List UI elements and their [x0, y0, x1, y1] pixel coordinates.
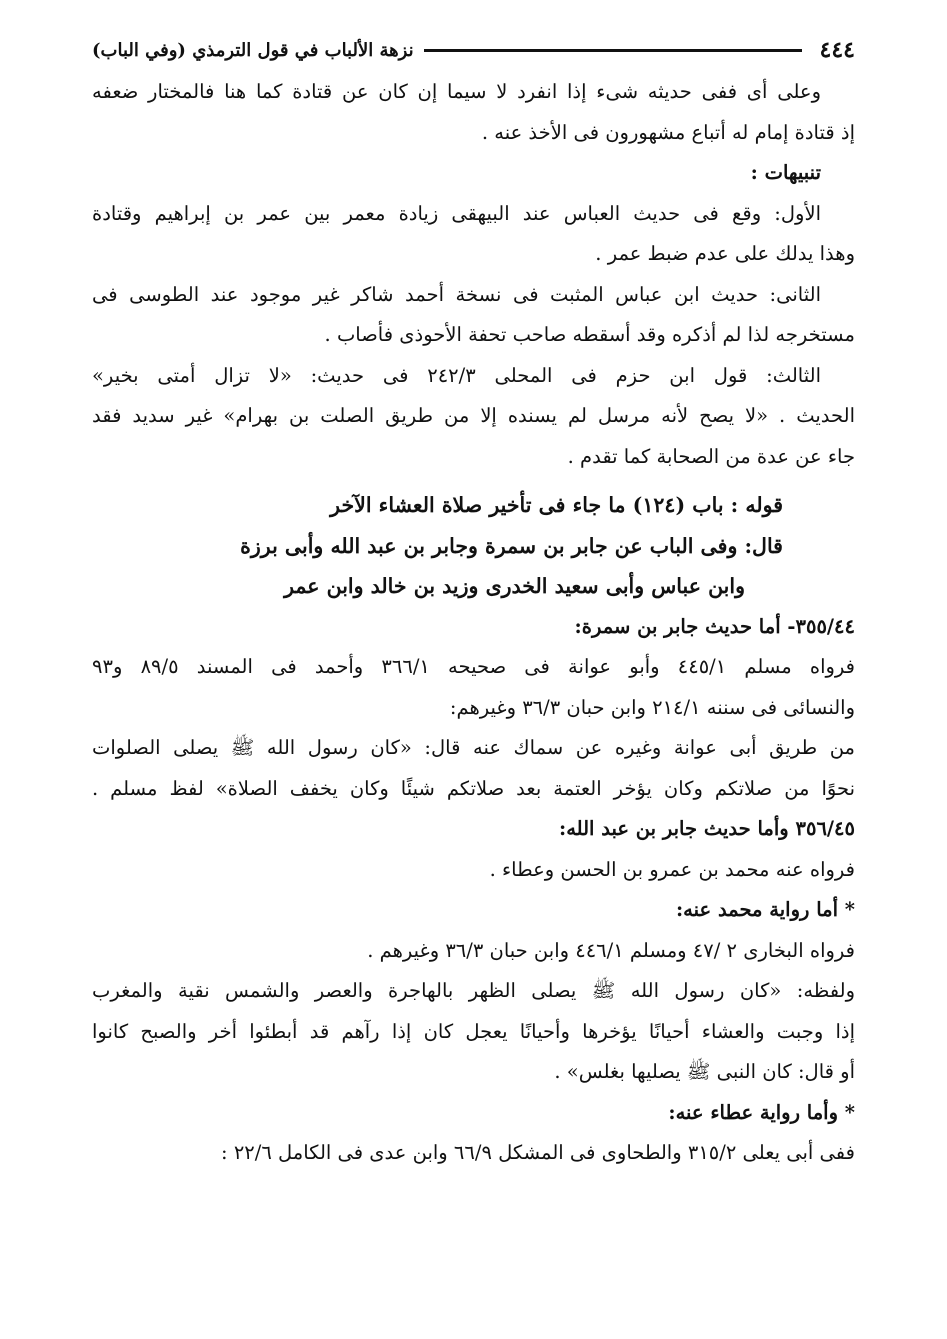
section-heading: ٣٥٦/٤٥ وأما حديث جابر بن عبد الله:	[559, 817, 855, 840]
body-line: وعلى أى ففى حديثه شىء إذا انفرد لا سيما إن كان عن قتادة كما هنا فالمختار ضعفه	[92, 80, 821, 103]
body-line: وهذا يدلك على عدم ضبط عمر .	[595, 242, 855, 265]
body-line: أو قال: كان النبى ﷺ يصليها بغلس» .	[554, 1060, 855, 1083]
subsection-heading: * وأما رواية عطاء عنه:	[668, 1100, 855, 1124]
body-line: ففى أبى يعلى ٣١٥/٢ والطحاوى فى المشكل ٦٦/٩ وابن عدى فى الكامل ٢٢/٦ :	[221, 1141, 855, 1164]
chapter-title: قوله : باب (١٢٤) ما جاء فى تأخير صلاة العشاء الآخر	[330, 493, 783, 517]
body-line: ولفظه: «كان رسول الله ﷺ يصلى الظهر بالهاجرة والعصر والشمس نقية والمغرب	[92, 979, 855, 1002]
body-line: إذا وجبت والعشاء أحيانًا يؤخرها وأحيانًا يعجل كان إذا رآهم قد أبطئوا أخر والصبح كانوا	[92, 1019, 855, 1043]
chapter-quote-line: قال: وفى الباب عن جابر بن سمرة وجابر بن عبد الله وأبى برزة	[240, 533, 783, 558]
body-line: فرواه البخارى ٢ /٤٧ ومسلم ٤٤٦/١ وابن حبان ٣٦/٣ وغيرهم .	[367, 938, 855, 962]
body-line: مستخرجه لذا لم أذكره وقد أسقطه صاحب تحفة الأحوذى فأصاب .	[324, 323, 855, 346]
section-heading: ٣٥٥/٤٤- أما حديث جابر بن سمرة:	[574, 614, 855, 638]
running-header	[92, 30, 855, 70]
body-line: إذ قتادة إمام له أتباع مشهورون فى الأخذ عنه .	[481, 120, 855, 144]
book-title: نزهة الألباب في قول الترمذي (وفي الباب)	[92, 39, 414, 61]
body-line: الحديث . «لا يصح لأنه مرسل لم يسنده إلا من طريق الصلت بن بهرام» غير سديد فقد	[92, 404, 855, 427]
body-line: الثالث: قول ابن حزم فى المحلى ٢٤٢/٣ فى حديث: «لا تزال أمتى بخير»	[92, 363, 821, 387]
body-line: فرواه مسلم ٤٤٥/١ وأبو عوانة فى صحيحه ٣٦٦/١ وأحمد فى المسند ٨٩/٥ و٩٣	[92, 655, 855, 678]
chapter-heading-block	[92, 485, 855, 607]
body-line: والنسائى فى سننه ٢١٤/١ وابن حبان ٣٦/٣ وغيرهم:	[449, 695, 855, 719]
body-line: فرواه عنه محمد بن عمرو بن الحسن وعطاء .	[489, 857, 855, 881]
body-line: نحوًا من صلاتكم وكان يؤخر العتمة بعد صلاتكم شيئًا وكان يخفف الصلاة» لفظ مسلم .	[92, 776, 855, 800]
body-line: الثانى: حديث ابن عباس المثبت فى نسخة أحمد شاكر غير موجود عند الطوسى فى	[92, 282, 821, 306]
body-line: من طريق أبى عوانة وغيره عن سماك عنه قال: «كان رسول الله ﷺ يصلى الصلوات	[92, 736, 855, 759]
page-number: ٤٤٤	[819, 37, 855, 63]
notes-heading: تنبيهات :	[750, 161, 821, 184]
chapter-quote-line: وابن عباس وأبى سعيد الخدرى وزيد بن خالد وابن عمر	[284, 574, 745, 598]
document-page	[92, 30, 855, 1319]
body-line: جاء عن عدة من الصحابة كما تقدم .	[567, 444, 855, 468]
body-line: الأول: وقع فى حديث العباس عند البيهقى زيادة معمر بين عمر بن إبراهيم وقتادة	[92, 201, 821, 225]
header-rule	[424, 49, 802, 52]
subsection-heading: * أما رواية محمد عنه:	[675, 898, 855, 921]
